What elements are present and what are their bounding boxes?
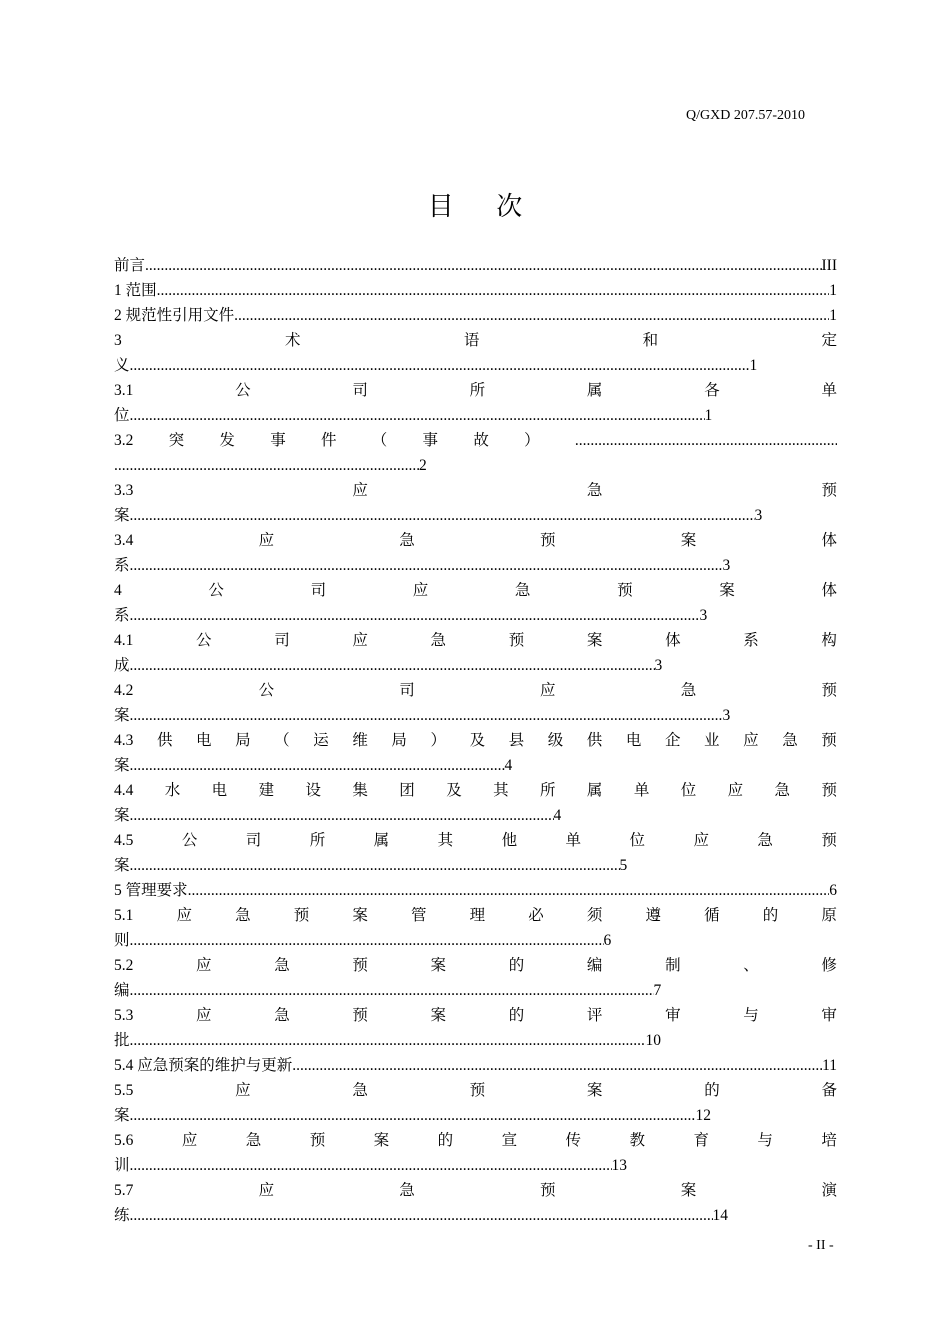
toc-entry-line1 (114, 681, 837, 706)
toc-entry-token: 5.2 (114, 957, 134, 974)
toc-entry-token: 急 (514, 582, 531, 599)
toc-entry-page: 2 (419, 457, 427, 474)
toc-entry-token: 4.4 (114, 782, 134, 799)
toc-entry-label: 前言 (114, 257, 146, 274)
toc-entry-token: 事 (270, 432, 286, 449)
toc-entry-line1 (114, 906, 837, 931)
toc-entry-token: 急 (782, 732, 798, 749)
toc-entry-token: 须 (586, 907, 603, 924)
toc-entry-line2 (114, 606, 837, 631)
toc-entry (114, 306, 837, 331)
toc-entry-token: 案 (430, 1007, 447, 1024)
toc-entry-token: 预 (617, 582, 633, 599)
toc-entry-token: 案 (586, 632, 603, 649)
toc-entry-line1 (114, 481, 837, 506)
toc-entry-line2 (114, 856, 837, 881)
toc-entry-token: 4.5 (114, 832, 134, 849)
toc-entry-token: 急 (245, 1132, 262, 1149)
toc-entry-page: 3 (722, 557, 731, 574)
toc-entry-token: 县 (508, 732, 525, 749)
toc-entry-page: 3 (754, 507, 763, 524)
toc-entry-page: 13 (611, 1157, 628, 1174)
toc-entry (114, 281, 837, 306)
toc-entry-token: 急 (274, 1007, 290, 1024)
toc-entry-line1 (114, 331, 837, 356)
toc-entry-token: 定 (821, 332, 837, 349)
toc-entry-label: 5 管理要求 (114, 882, 188, 899)
toc-entry-line2 (114, 1156, 837, 1181)
toc-entry-token: 案 (719, 582, 735, 599)
toc-entry-token: 预 (293, 907, 310, 924)
toc-entry-token: 他 (501, 832, 518, 849)
toc-entry-token: 遵 (645, 907, 661, 924)
toc-entry-token: 所 (469, 382, 486, 399)
toc-leader-dots (130, 806, 554, 826)
toc-entry-token: 单 (565, 832, 582, 849)
toc-entry-token: 与 (757, 1132, 773, 1149)
toc-entry-token: 急 (586, 482, 603, 499)
toc-entry-label-cont: 编 (114, 982, 130, 999)
toc-leader-dots (130, 356, 750, 376)
toc-leader-dots (130, 556, 723, 576)
toc-entry-token: 预 (821, 682, 837, 699)
toc-entry-token: 公 (181, 832, 198, 849)
toc-entry-token: 案 (373, 1132, 390, 1149)
toc-entry-token: 体 (665, 632, 681, 649)
toc-entry-label-cont: 案 (114, 707, 130, 724)
toc-entry-token: 公 (258, 682, 275, 699)
toc-leader-dots (130, 1156, 612, 1176)
table-of-contents (114, 256, 837, 1231)
toc-entry-token: 供 (586, 732, 603, 749)
toc-entry-token: 发 (219, 432, 235, 449)
toc-entry-token: 培 (821, 1132, 837, 1149)
toc-entry-token: 的 (437, 1132, 454, 1149)
toc-entry-token: 司 (245, 832, 262, 849)
toc-entry-token: 评 (586, 1007, 603, 1024)
toc-entry-token: 5.5 (114, 1082, 134, 1099)
toc-entry (114, 881, 837, 906)
toc-entry-token: 应 (412, 582, 429, 599)
toc-entry-line1 (114, 1081, 837, 1106)
toc-entry-line2 (114, 506, 837, 531)
toc-leader-dots (130, 706, 723, 726)
toc-entry-token: 的 (508, 1007, 525, 1024)
toc-entry-token: 应 (181, 1132, 198, 1149)
toc-entry-token: 演 (821, 1182, 837, 1199)
toc-entry-token: 设 (305, 782, 321, 799)
toc-entry-token: 预 (508, 632, 525, 649)
toc-entry-token: 突 (168, 432, 185, 449)
toc-entry-token: 司 (274, 632, 290, 649)
toc-entry-label-cont: 批 (114, 1032, 130, 1049)
toc-entry-token: 3.4 (114, 532, 134, 549)
toc-leader-dots (575, 431, 837, 451)
toc-leader-dots (130, 856, 620, 876)
toc-entry-token: 应 (743, 732, 759, 749)
toc-entry-page: 1 (829, 307, 837, 324)
toc-entry-label-cont: 位 (114, 407, 130, 424)
toc-entry-token: 4.3 (114, 732, 134, 749)
toc-entry-token: 应 (196, 1007, 212, 1024)
toc-entry-token: 属 (373, 832, 390, 849)
toc-entry-token: 运 (313, 732, 329, 749)
toc-entry-page: 10 (645, 1032, 662, 1049)
toc-entry-token: （ (274, 732, 290, 749)
toc-entry-label-cont: 训 (114, 1157, 130, 1174)
toc-leader-dots (130, 756, 505, 776)
toc-entry-token: 编 (586, 957, 603, 974)
toc-entry-token: 、 (743, 957, 759, 974)
toc-entry-token: 制 (665, 957, 681, 974)
toc-entry-token: 审 (665, 1007, 681, 1024)
toc-entry-token: 预 (309, 1132, 326, 1149)
toc-entry-label-cont: 案 (114, 807, 130, 824)
toc-entry-token: 预 (352, 1007, 368, 1024)
toc-leader-dots (130, 1031, 646, 1051)
toc-entry-token: 急 (430, 632, 447, 649)
toc-entry-token: 4.2 (114, 682, 134, 699)
toc-entry-token: 及 (469, 732, 486, 749)
toc-entry-line2 (114, 406, 837, 431)
toc-entry-token: 应 (258, 532, 275, 549)
toc-entry-token: 4 (114, 582, 122, 599)
toc-entry-page: 1 (749, 357, 758, 374)
toc-entry-token: 急 (399, 1182, 415, 1199)
toc-entry-token: 团 (399, 782, 415, 799)
toc-entry-token: 预 (469, 1082, 486, 1099)
toc-entry-token: 预 (821, 782, 837, 799)
toc-entry-token: 各 (704, 382, 720, 399)
toc-leader-dots (145, 256, 821, 276)
toc-entry-token: 水 (164, 782, 181, 799)
toc-entry-token: 预 (821, 482, 837, 499)
toc-entry-token: 维 (352, 732, 368, 749)
toc-entry-token: （ (371, 432, 388, 449)
toc-entry-token: ） (430, 732, 446, 749)
toc-entry-line2 (114, 806, 837, 831)
toc-entry-line1 (114, 781, 837, 806)
toc-entry-token: 预 (540, 532, 556, 549)
toc-entry-line1 (114, 731, 837, 756)
toc-entry-token: 与 (743, 1007, 759, 1024)
toc-entry-line1 (114, 1131, 837, 1156)
toc-entry-token: 属 (586, 382, 603, 399)
toc-entry-line2 (114, 1031, 837, 1056)
toc-entry-page: 14 (712, 1207, 729, 1224)
toc-entry-token: 修 (821, 957, 837, 974)
toc-entry-line2 (114, 756, 837, 781)
toc-entry-page: 11 (822, 1057, 837, 1074)
toc-entry-token: 所 (309, 832, 326, 849)
toc-entry-token: 的 (704, 1082, 720, 1099)
toc-entry-token: 急 (274, 957, 290, 974)
toc-entry-label-cont: 练 (114, 1207, 130, 1224)
toc-entry-token: ） (524, 432, 540, 449)
toc-entry-line2 (114, 456, 837, 481)
toc-entry-token: 急 (352, 1082, 368, 1099)
toc-entry-label-cont: 案 (114, 507, 130, 524)
toc-entry-line2 (114, 656, 837, 681)
toc-entry-token: 建 (258, 782, 275, 799)
toc-entry-token: 单 (821, 382, 837, 399)
toc-entry-token: 备 (821, 1082, 837, 1099)
toc-entry-token: 审 (821, 1007, 837, 1024)
toc-entry-token: 预 (821, 832, 837, 849)
toc-entry-line2 (114, 931, 837, 956)
toc-entry-token: 5.6 (114, 1132, 134, 1149)
toc-entry-token: 系 (743, 632, 759, 649)
toc-entry-token: 应 (176, 907, 192, 924)
toc-entry-line2 (114, 1206, 837, 1231)
toc-entry-line2 (114, 706, 837, 731)
toc-entry-token: 故 (473, 432, 489, 449)
toc-entry-token: 应 (693, 832, 709, 849)
toc-entry-line2 (114, 981, 837, 1006)
toc-entry-token: 预 (821, 732, 837, 749)
toc-entry-line1 (114, 381, 837, 406)
toc-entry-token: 宣 (501, 1132, 518, 1149)
toc-entry-token: 电 (211, 782, 228, 799)
toc-leader-dots (292, 1056, 822, 1076)
toc-leader-dots (130, 981, 654, 1001)
toc-entry-label-cont: 则 (114, 932, 130, 949)
toc-leader-dots (130, 656, 655, 676)
toc-entry-label-cont: 案 (114, 757, 130, 774)
toc-entry-line1 (114, 831, 837, 856)
toc-entry-token: 的 (762, 907, 779, 924)
toc-leader-dots (114, 456, 419, 476)
toc-entry-token: 5.1 (114, 907, 134, 924)
toc-entry-line2 (114, 556, 837, 581)
toc-entry-token: 单 (633, 782, 650, 799)
toc-entry-token: 急 (757, 832, 773, 849)
toc-entry-line1 (114, 956, 837, 981)
toc-entry-line1 (114, 1006, 837, 1031)
toc-entry-token: 应 (352, 482, 368, 499)
toc-entry-token: 体 (821, 532, 837, 549)
toc-entry (114, 1056, 837, 1081)
toc-entry-token: 3 (114, 332, 122, 349)
toc-entry-token: 案 (352, 907, 368, 924)
toc-entry-token: 件 (320, 432, 337, 449)
toc-leader-dots (130, 406, 705, 426)
toc-entry-token: 3.1 (114, 382, 134, 399)
toc-entry-line1 (114, 631, 837, 656)
toc-entry-token: 预 (540, 1182, 556, 1199)
toc-entry-token: 属 (586, 782, 603, 799)
toc-entry-token: 4.1 (114, 632, 134, 649)
toc-entry-label: 2 规范性引用文件 (114, 307, 235, 324)
toc-entry-token: 应 (727, 782, 744, 799)
toc-entry-page: 5 (619, 857, 628, 874)
toc-entry-token: 原 (821, 907, 837, 924)
page-title: 目 次 (427, 192, 541, 221)
toc-entry-token: 应 (196, 957, 212, 974)
toc-entry-page: 6 (603, 932, 612, 949)
toc-entry-token: 急 (235, 907, 251, 924)
toc-entry-token: 5.7 (114, 1182, 134, 1199)
toc-entry-token: 必 (528, 907, 544, 924)
toc-entry-label: 5.4 应急预案的维护与更新 (114, 1057, 293, 1074)
toc-entry-page: 1 (704, 407, 713, 424)
toc-entry-page: 12 (695, 1107, 712, 1124)
toc-entry-page: 6 (829, 882, 837, 899)
toc-entry-token: 案 (586, 1082, 603, 1099)
toc-leader-dots (130, 506, 755, 526)
toc-entry-token: 其 (437, 832, 454, 849)
toc-entry-token: 案 (680, 532, 697, 549)
page-number: - II - (808, 1238, 834, 1253)
toc-entry-token: 企 (664, 732, 681, 749)
toc-entry-label-cont: 案 (114, 1107, 130, 1124)
toc-entry-label-cont: 系 (114, 557, 130, 574)
toc-entry-token: 体 (821, 582, 837, 599)
toc-leader-dots (130, 606, 700, 626)
toc-entry-token: 构 (821, 632, 837, 649)
toc-entry-label: 1 范围 (114, 282, 157, 299)
toc-entry-token: 司 (352, 382, 368, 399)
toc-entry-token: 循 (704, 907, 720, 924)
toc-entry-token: 司 (310, 582, 327, 599)
toc-leader-dots (157, 281, 830, 301)
toc-entry-line1 (114, 431, 837, 456)
toc-entry-token: 其 (493, 782, 509, 799)
toc-entry-token: 局 (391, 732, 407, 749)
toc-entry-line1 (114, 1181, 837, 1206)
toc-entry-token: 教 (629, 1132, 645, 1149)
toc-leader-dots (130, 1206, 713, 1226)
toc-entry-token: 案 (430, 957, 447, 974)
toc-entry-page: III (821, 257, 837, 274)
toc-entry-token: 术 (285, 332, 301, 349)
toc-entry-token: 级 (547, 732, 564, 749)
toc-entry-token: 急 (680, 682, 697, 699)
toc-entry-token: 应 (540, 682, 556, 699)
toc-entry-token: 公 (235, 382, 251, 399)
toc-entry-line2 (114, 1106, 837, 1131)
toc-entry-token: 3.2 (114, 432, 134, 449)
toc-entry-token: 供 (156, 732, 173, 749)
toc-entry (114, 256, 837, 281)
toc-entry-token: 理 (469, 907, 486, 924)
toc-entry-token: 语 (463, 332, 480, 349)
toc-entry-label-cont: 义 (114, 357, 130, 374)
toc-entry-token: 电 (196, 732, 212, 749)
toc-entry-token: 育 (693, 1132, 709, 1149)
toc-entry-token: 业 (704, 732, 720, 749)
toc-leader-dots (130, 931, 604, 951)
toc-entry-label-cont: 系 (114, 607, 130, 624)
toc-entry-page: 1 (829, 282, 837, 299)
toc-entry-token: 5.3 (114, 1007, 134, 1024)
toc-entry-token: 局 (235, 732, 251, 749)
toc-entry-token: 急 (399, 532, 415, 549)
toc-entry-token: 应 (235, 1082, 251, 1099)
toc-entry-token: 急 (774, 782, 791, 799)
toc-entry-line1 (114, 581, 837, 606)
toc-entry-label-cont: 案 (114, 857, 130, 874)
toc-leader-dots (188, 881, 830, 901)
toc-entry-token: 所 (540, 782, 556, 799)
toc-entry-token: 司 (399, 682, 415, 699)
toc-leader-dots (130, 1106, 696, 1126)
toc-entry-token: 管 (410, 907, 427, 924)
toc-entry-token: 位 (680, 782, 697, 799)
toc-entry-token: 传 (565, 1132, 582, 1149)
toc-entry-page: 4 (553, 807, 562, 824)
toc-entry-page: 3 (722, 707, 731, 724)
standard-code: Q/GXD 207.57-2010 (686, 108, 805, 123)
toc-entry-token: 预 (352, 957, 368, 974)
toc-entry-token: 位 (629, 832, 645, 849)
toc-entry-token: 公 (208, 582, 224, 599)
toc-entry-token: 3.3 (114, 482, 134, 499)
toc-leader-dots (234, 306, 829, 326)
toc-entry-page: 4 (504, 757, 513, 774)
toc-entry-token: 应 (352, 632, 368, 649)
toc-entry-page: 3 (699, 607, 708, 624)
toc-entry-token: 公 (196, 632, 212, 649)
toc-entry-line1 (114, 531, 837, 556)
toc-entry-label-cont: 成 (114, 657, 130, 674)
toc-entry-token: 及 (446, 782, 462, 799)
toc-entry-page: 7 (653, 982, 662, 999)
toc-entry-token: 案 (680, 1182, 697, 1199)
toc-entry-token: 和 (642, 332, 659, 349)
toc-entry-token: 应 (258, 1182, 275, 1199)
toc-entry-page: 3 (654, 657, 663, 674)
toc-entry-line2 (114, 356, 837, 381)
toc-entry-token: 事 (422, 432, 439, 449)
toc-entry-token: 电 (625, 732, 642, 749)
toc-entry-token: 的 (508, 957, 525, 974)
toc-entry-token: 集 (352, 782, 368, 799)
